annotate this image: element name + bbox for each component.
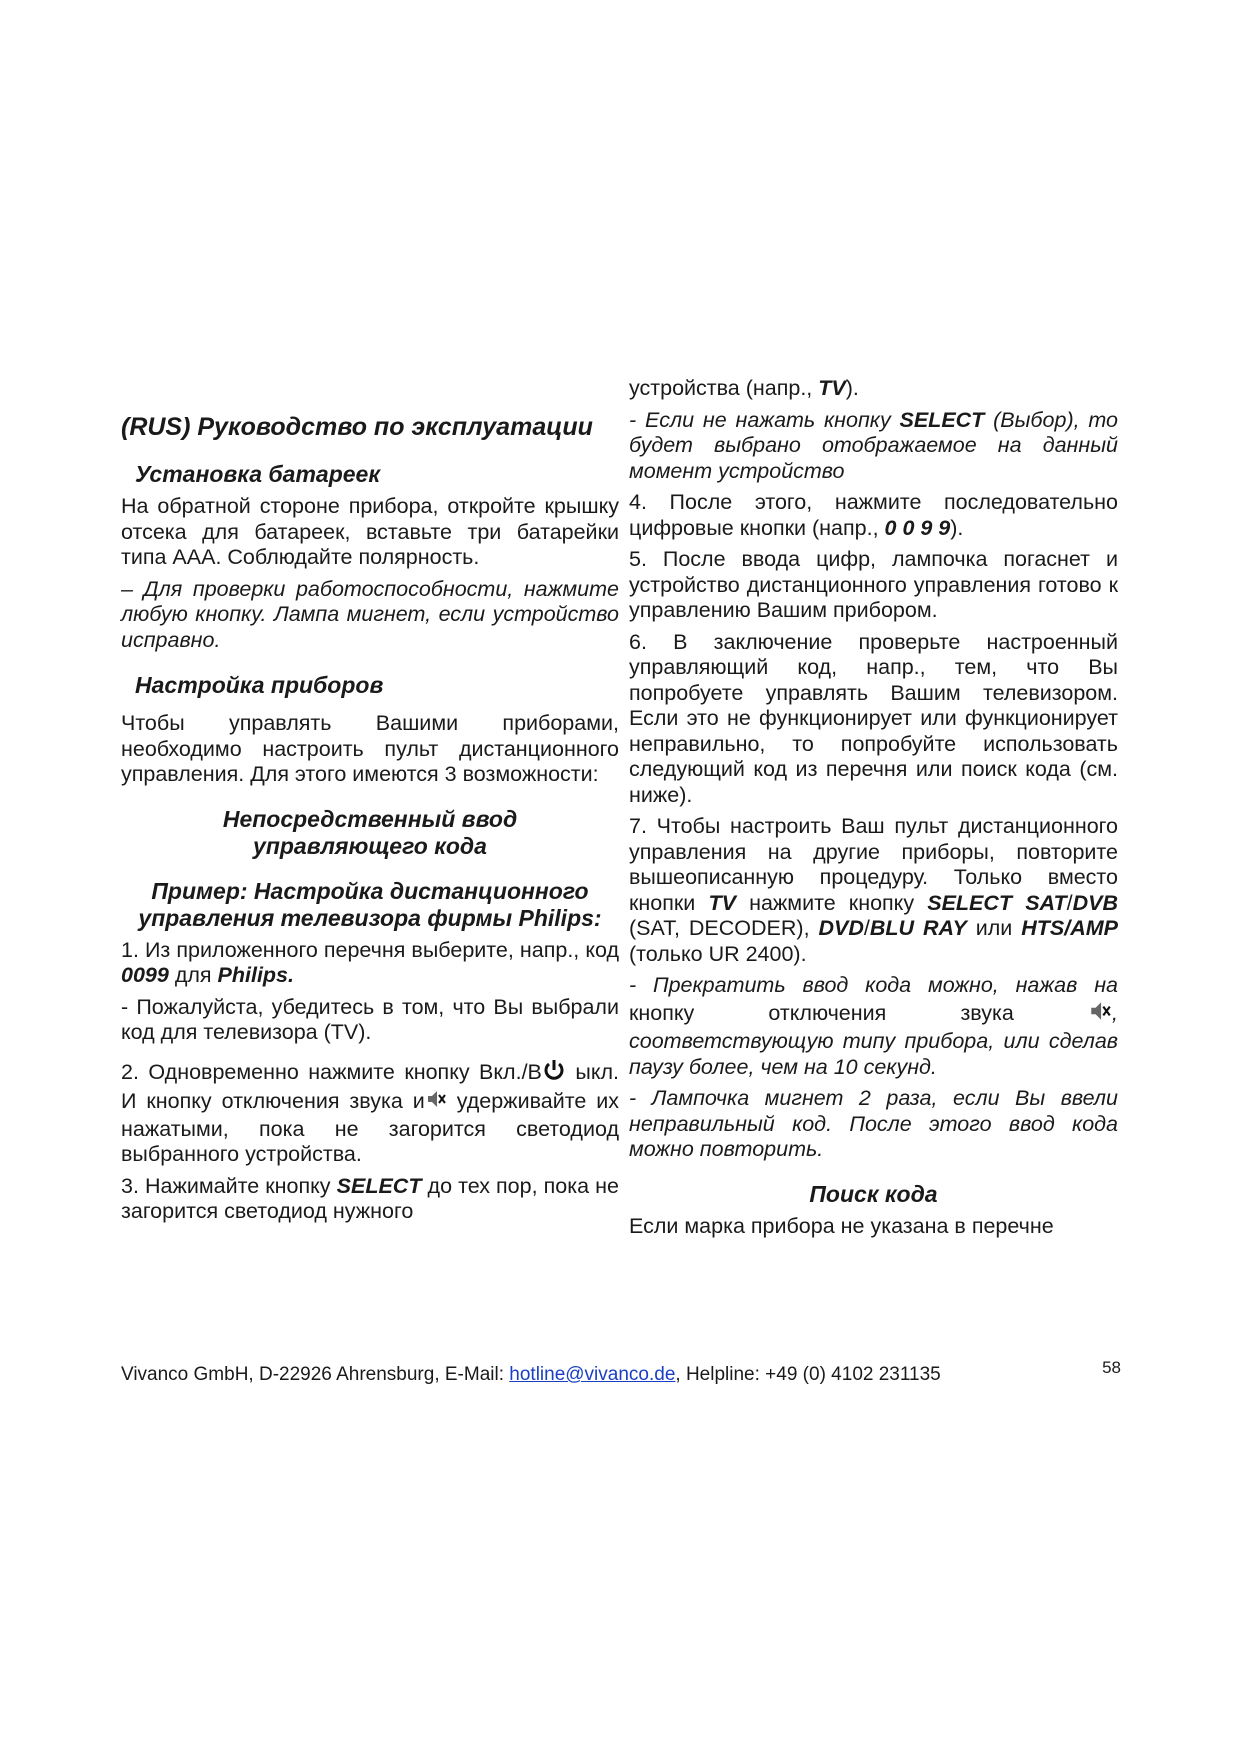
step-1-note: - Пожалуйста, убедитесь в том, что Вы выбрали код для телевизора (TV). — [121, 994, 619, 1044]
brand-philips: Philips. — [217, 963, 294, 987]
mute-icon — [425, 1088, 447, 1117]
email-link[interactable]: hotline@vivanco.de — [509, 1364, 676, 1385]
mute-icon-abort — [1088, 999, 1112, 1030]
example-heading-line1: Пример: Настройка дистанционного — [151, 877, 589, 904]
left-column — [121, 372, 619, 1225]
battery-note: – Для проверки работоспособности, нажмите любую кнопку. Лампа мигнет, если устройство исправно. — [121, 576, 619, 652]
setup-heading: Настройка приборов — [135, 672, 384, 698]
page-title: (RUS) Руководство по эксплуатации — [121, 413, 593, 441]
code-0099: 0099 — [121, 963, 169, 987]
setup-text: Чтобы управлять Вашими приборами, необходимо настроить пульт дистанционного управления. Для этого имеются 3 возможности: — [121, 711, 619, 786]
step-2: 2. Одновременно нажмите кнопку Вкл./В ыкл. И кнопку отключения звука и удерживайте их нажатыми, пока не загорится светодиод выбранного устройства. — [121, 1059, 619, 1166]
blink-note: - Лампочка мигнет 2 раза, если Вы ввели неправильный код. После этого ввод кода можно повторить. — [629, 1086, 1118, 1161]
right-column — [629, 376, 1118, 1239]
step-5: 5. После ввода цифр, лампочка погаснет и устройство дистанционного управления готово к управлению Вашим прибором. — [629, 547, 1118, 622]
battery-heading: Установка батареек — [135, 461, 380, 487]
step-6: 6. В заключение проверьте настроенный управляющий код, напр., тем, что Вы попробуете управлять Вашим телевизором. Если это не функционирует или функционирует неправильно, то попробуйте использовать следующий код из перечня или поиск кода (см. ниже). — [629, 629, 1118, 807]
code-0-0-9-9: 0 0 9 9 — [884, 515, 951, 540]
abort-note: - Прекратить ввод кода можно, нажав на кнопку отключения звука , соответствующую типу прибора, или сделав паузу более, чем на 10 секунд. — [629, 973, 1118, 1079]
step-3-continued: устройства (напр., TV). — [629, 376, 859, 400]
step-7: 7. Чтобы настроить Ваш пульт дистанционного управления на другие приборы, повторите вышеописанную процедуру. Только вместо кнопки TV нажмите кнопку SELECT SAT/DVB (SAT, DECODER), DVD/BLU RAY или HTS/AMP (только UR 2400). — [629, 814, 1118, 966]
page-number: 58 — [1102, 1358, 1121, 1377]
step-1: 1. Из приложенного перечня выберите, напр., код 0099 для Philips. — [121, 937, 619, 987]
select-note: - Если не нажать кнопку SELECT (Выбор), то будет выбрано отображаемое на данный момент устройство — [629, 407, 1118, 483]
direct-input-heading-line1: Непосредственный ввод — [222, 805, 518, 832]
step-4: 4. После этого, нажмите последовательно цифровые кнопки (напр., 0 0 9 9). — [629, 490, 1118, 540]
direct-input-heading-line2: управляющего кода — [253, 832, 487, 859]
step-3: 3. Нажимайте кнопку SELECT до тех пор, пока не загорится светодиод нужного — [121, 1173, 619, 1223]
power-icon — [542, 1058, 566, 1089]
select-key: SELECT — [336, 1173, 422, 1198]
battery-text: На обратной стороне прибора, откройте крышку отсека для батареек, вставьте три батарейки типа ААА. Соблюдайте полярность. — [121, 494, 619, 569]
search-heading: Поиск кода — [809, 1180, 938, 1207]
example-heading-line2: управления телевизора фирмы Philips: — [138, 904, 602, 931]
footer: Vivanco GmbH, D-22926 Ahrensburg, E-Mail: hotline@vivanco.de, Helpline: +49 (0) 4102 231135 58 — [121, 1358, 1121, 1385]
search-text: Если марка прибора не указана в перечне — [629, 1213, 1054, 1238]
